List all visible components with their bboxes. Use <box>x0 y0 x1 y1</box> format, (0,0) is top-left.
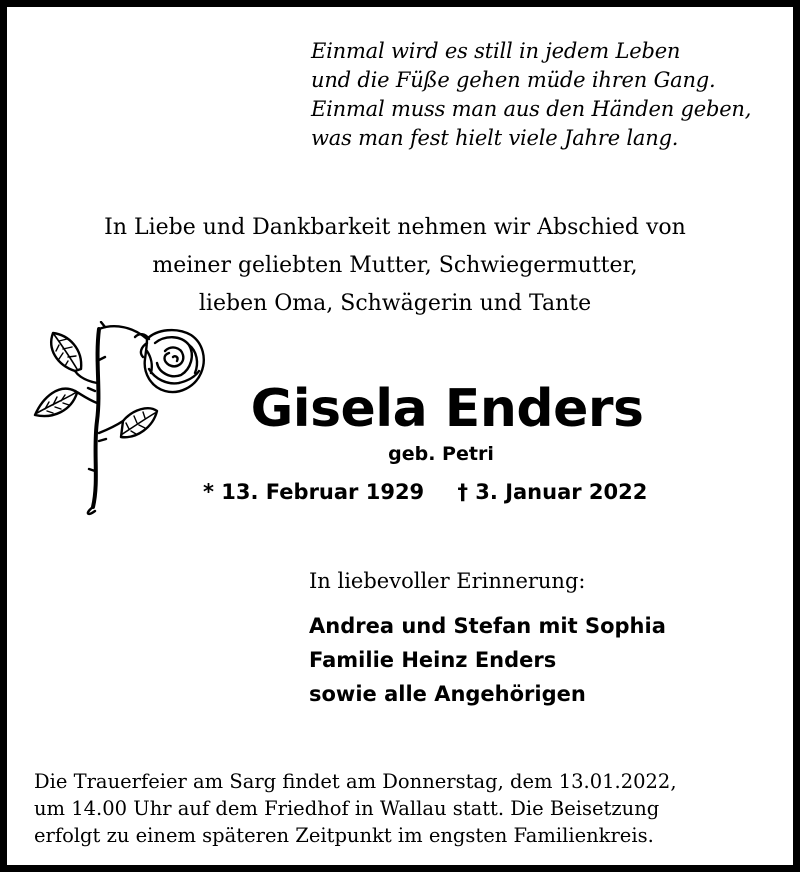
life-dates <box>203 477 703 507</box>
mourner-line: Andrea und Stefan mit Sophia <box>309 614 666 638</box>
poem-line: Einmal wird es still in jedem Leben <box>311 39 681 63</box>
poem-line: was man fest hielt viele Jahre lang. <box>311 126 679 150</box>
funeral-notice-line: um 14.00 Uhr auf dem Friedhof in Wallau statt. Die Beisetzung <box>34 797 660 820</box>
mourner-line: Familie Heinz Enders <box>309 648 557 672</box>
poem-line: Einmal muss man aus den Händen geben, <box>311 97 752 121</box>
intro-text <box>7 209 783 323</box>
birth-name: geb. Petri <box>388 443 494 465</box>
remembrance-heading: In liebevoller Erinnerung: <box>309 569 586 593</box>
birth-date: * 13. Februar 1929 <box>203 480 425 504</box>
intro-line: In Liebe und Dankbarkeit nehmen wir Abschied von <box>104 215 686 240</box>
rose-icon <box>29 321 211 521</box>
deceased-name: Gisela Enders <box>250 379 644 439</box>
intro-line: meiner geliebten Mutter, Schwiegermutter, <box>152 253 638 278</box>
mourners-list <box>309 609 666 711</box>
mourner-line: sowie alle Angehörigen <box>309 682 586 706</box>
funeral-notice <box>34 768 774 849</box>
poem <box>311 37 791 153</box>
funeral-notice-line: Die Trauerfeier am Sarg findet am Donnerstag, dem 13.01.2022, <box>34 770 677 793</box>
death-date: † 3. Januar 2022 <box>457 480 648 504</box>
intro-line: lieben Oma, Schwägerin und Tante <box>198 291 592 316</box>
poem-line: und die Füße gehen müde ihren Gang. <box>311 68 716 92</box>
funeral-notice-line: erfolgt zu einem späteren Zeitpunkt im engsten Familienkreis. <box>34 824 654 847</box>
